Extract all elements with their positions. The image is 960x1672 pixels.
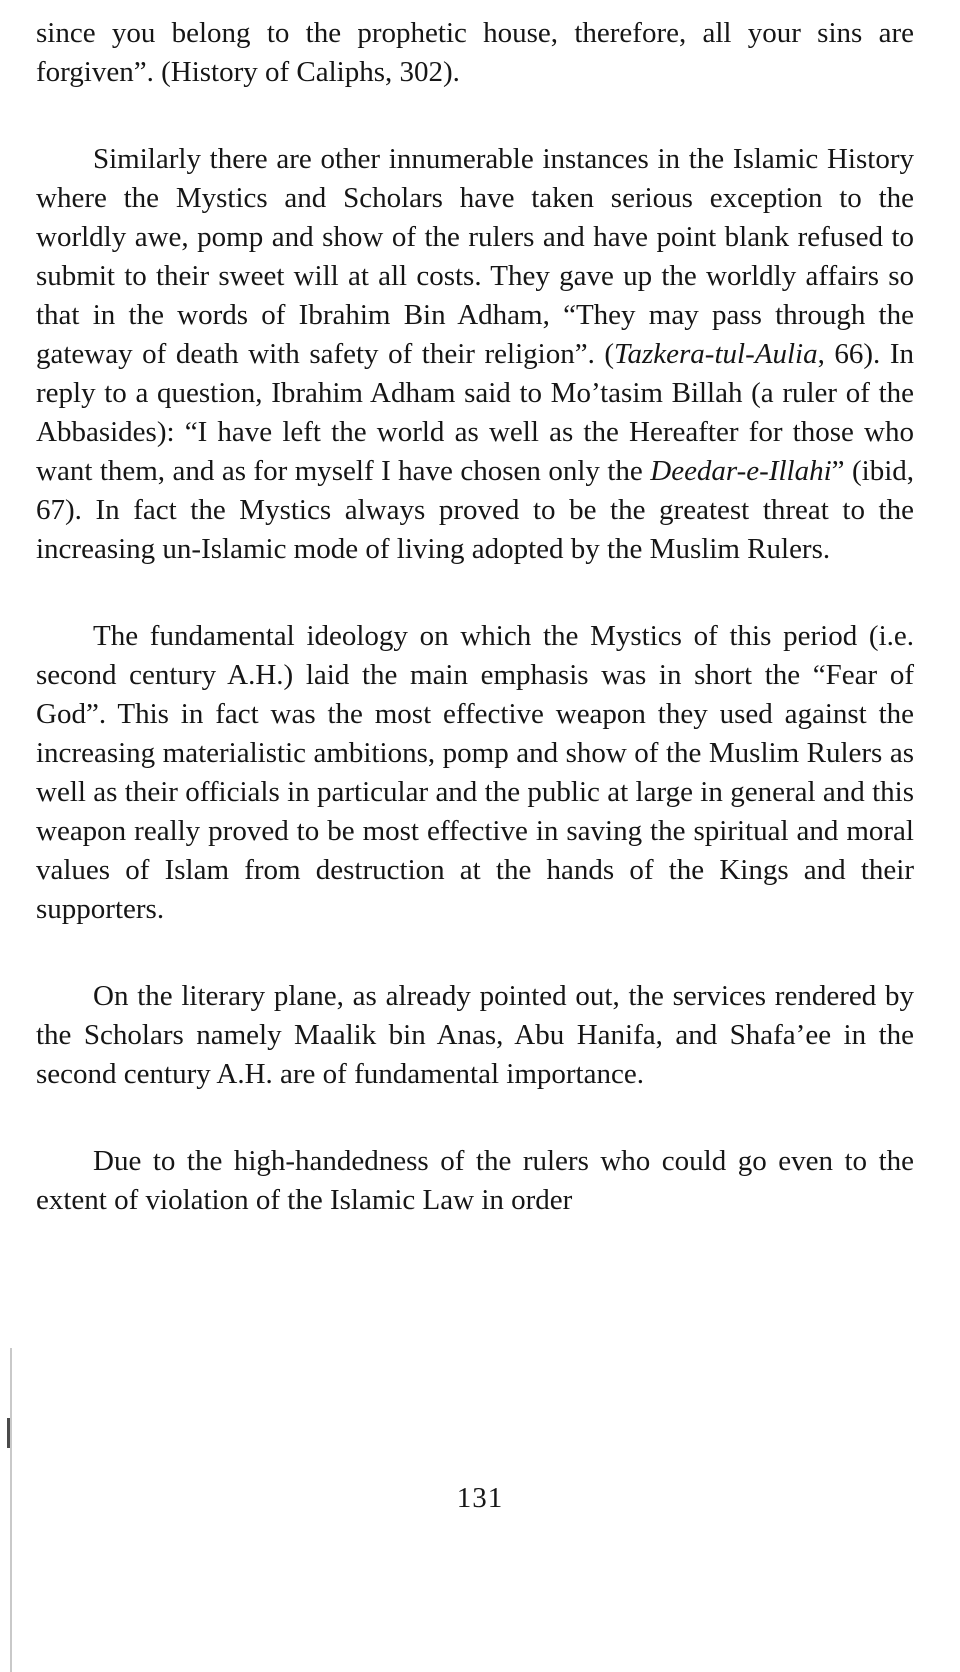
italic-text-run: Deedar-e-Illahi xyxy=(650,455,832,487)
scan-artifact-mark xyxy=(7,1418,10,1448)
paragraph xyxy=(36,14,914,92)
text-run: Due to the high-handedness of the rulers who could go even to the extent of violation of the Islamic Law in order xyxy=(36,1145,914,1216)
paragraph xyxy=(36,1142,914,1220)
text-run: ” (ibid, 67). In fact the Mystics always proved to be the greatest threat to the increasing un-Islamic mode of living adopted by the Muslim Rulers. xyxy=(36,455,914,565)
page-number: 131 xyxy=(456,1482,504,1514)
text-run: On the literary plane, as already pointed out, the services rendered by the Scholars namely Maalik bin Anas, Abu Hanifa, and Shafa’ee in the second century A.H. are of fundamental importance. xyxy=(36,980,914,1090)
text-run: The fundamental ideology on which the Mystics of this period (i.e. second century A.H.) laid the main emphasis was in short the “Fear of God”. This in fact was the most effective weapon they used against the increasing materialistic ambitions, pomp and show of the Muslim Rulers as well as their officials in particular and the public at large in general and this weapon really proved to be most effective in saving the spiritual and moral values of Islam from destruction at the hands of the Kings and their supporters. xyxy=(36,620,914,925)
text-run: since you belong to the prophetic house, therefore, all your sins are forgiven”. (History of Caliphs, 302). xyxy=(36,17,914,88)
scan-artifact-line xyxy=(10,1348,12,1672)
text-run: , 66). In reply to a question, Ibrahim Adham said to Mo’tasim Billah (a ruler of the Abbasides): “I have left the world as well as the Hereafter for those who want them, and as for myself I have chosen only the xyxy=(36,338,914,487)
italic-text-run: Tazkera-tul-Aulia xyxy=(614,338,818,370)
paragraph xyxy=(36,140,914,569)
paragraph xyxy=(36,617,914,929)
paragraph xyxy=(36,977,914,1094)
text-run: Similarly there are other innumerable instances in the Islamic History where the Mystics and Scholars have taken serious exception to the worldly awe, pomp and show of the rulers and have point blank refused to submit to their sweet will at all costs. They gave up the worldly affairs so that in the words of Ibrahim Bin Adham, “They may pass through the gateway of death with safety of their religion”. ( xyxy=(36,143,914,370)
